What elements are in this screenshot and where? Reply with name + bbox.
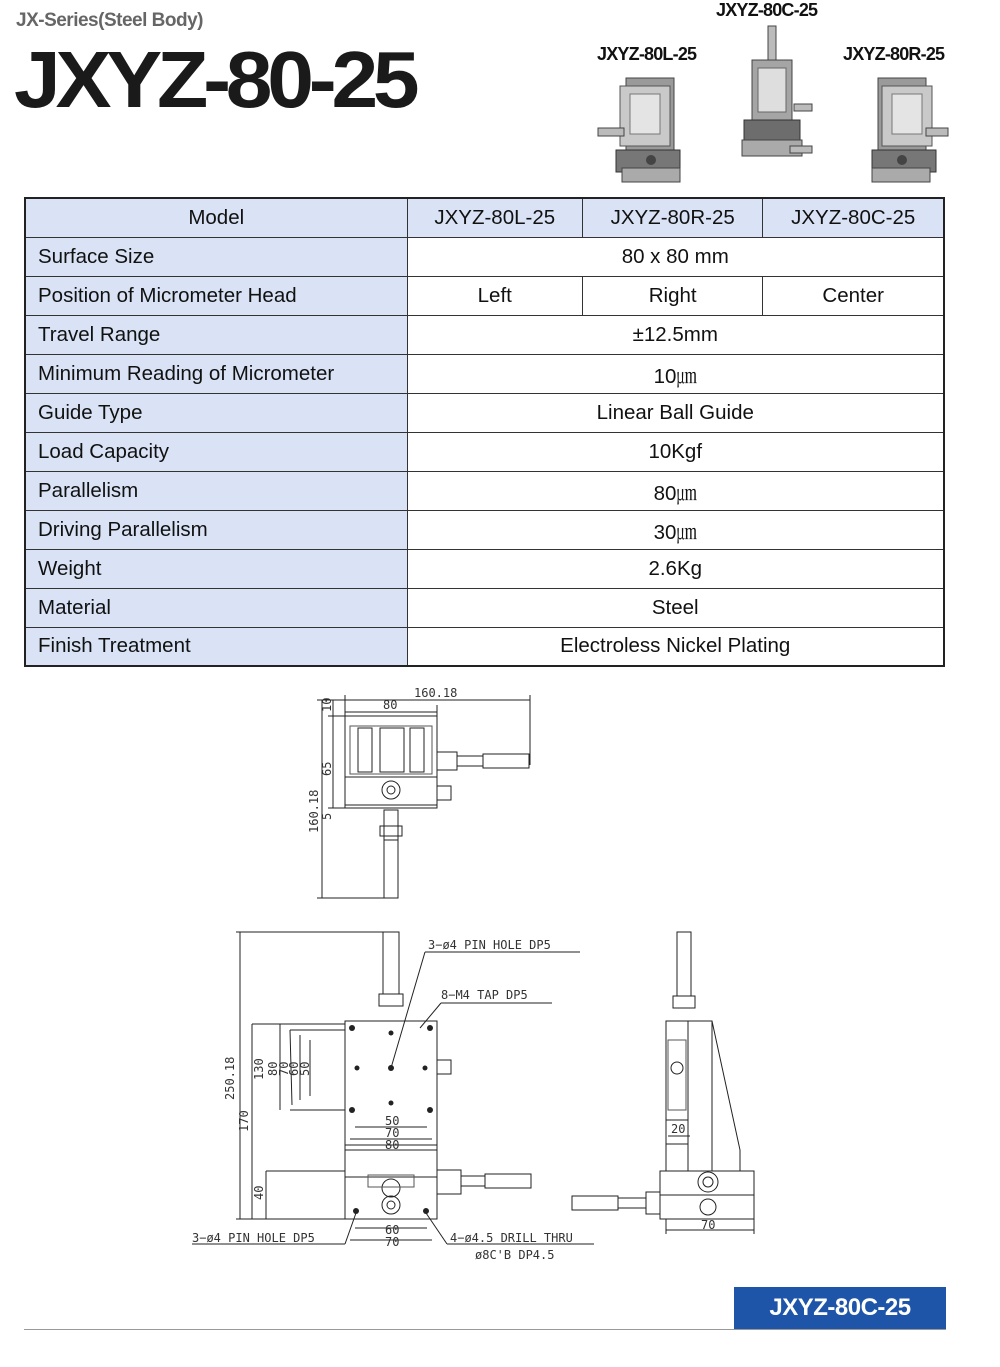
row-label: Finish Treatment [25,627,407,666]
row-value: 30㎛ [407,510,944,549]
header-col-c: JXYZ-80C-25 [763,198,944,237]
table-row [25,471,944,510]
row-value: 80㎛ [407,471,944,510]
dim-top-65: 65 [320,761,334,776]
table-row [25,315,944,354]
stage-image-center [738,24,816,168]
dim-80h: 80 [385,1138,400,1152]
dim-top-5: 5 [320,812,334,820]
callout-bottom-pin-hole: 3−ø4 PIN HOLE DP5 [192,1231,315,1245]
dim-top-10: 10 [320,697,334,712]
side-view-drawing [572,932,754,1234]
row-label: Guide Type [25,393,407,432]
header-col-l: JXYZ-80L-25 [407,198,582,237]
row-label: Load Capacity [25,432,407,471]
table-row [25,354,944,393]
row-value: Steel [407,588,944,627]
dim-side-70: 70 [701,1218,716,1232]
dim-80v: 80 [266,1061,280,1076]
row-value: 2.6Kg [407,549,944,588]
callout-drill: 4−ø4.5 DRILL THRU [450,1231,573,1245]
dim-top-width: 80 [383,698,398,712]
stage-image-left [596,72,696,188]
product-label-center: JXYZ-80C-25 [716,0,818,20]
row-label: Travel Range [25,315,407,354]
table-row [25,276,944,315]
spec-table [24,197,945,667]
table-row [25,237,944,276]
row-value-left: Left [407,276,582,315]
dim-70h: 70 [385,1126,400,1140]
series-label: JX-Series(Steel Body) [16,10,203,31]
header-col-r: JXYZ-80R-25 [582,198,762,237]
dim-40: 40 [252,1185,266,1200]
callout-pin-hole: 3−ø4 PIN HOLE DP5 [428,938,551,952]
dim-top-overall-width: 160.18 [414,686,458,700]
product-label-right: JXYZ-80R-25 [843,44,945,64]
dim-130: 130 [252,1058,266,1080]
row-value: Linear Ball Guide [407,393,944,432]
dim-70b: 70 [385,1235,400,1249]
callout-tap: 8−M4 TAP DP5 [441,988,528,1002]
dim-top-overall-depth: 160.18 [307,789,321,833]
row-value-center: Center [763,276,944,315]
callout-cbore: ø8C'B DP4.5 [475,1248,555,1262]
row-label: Parallelism [25,471,407,510]
row-label: Surface Size [25,237,407,276]
table-row [25,627,944,666]
top-view-drawing [317,695,530,898]
row-label: Material [25,588,407,627]
dim-side-20: 20 [671,1122,686,1136]
header-model-label: Model [25,198,407,237]
row-value: Electroless Nickel Plating [407,627,944,666]
footer-divider [24,1329,946,1330]
row-label: Position of Micrometer Head [25,276,407,315]
table-row [25,393,944,432]
table-row [25,588,944,627]
dim-60v: 60 [287,1061,301,1076]
row-value: ±12.5mm [407,315,944,354]
row-value: 10㎛ [407,354,944,393]
dim-60b: 60 [385,1223,400,1237]
table-row [25,432,944,471]
row-label: Weight [25,549,407,588]
row-value: 80 x 80 mm [407,237,944,276]
row-value-right: Right [582,276,762,315]
technical-drawings [0,680,1000,1280]
stage-image-right [864,72,950,184]
page-title: JXYZ-80-25 [14,35,415,124]
row-value: 10Kgf [407,432,944,471]
table-row [25,510,944,549]
footer-model-badge: JXYZ-80C-25 [734,1287,946,1329]
dim-50v: 50 [298,1061,312,1076]
product-label-left: JXYZ-80L-25 [597,44,697,64]
table-header-row [25,198,944,237]
table-row [25,549,944,588]
dim-170: 170 [237,1110,251,1132]
dim-50h: 50 [385,1114,400,1128]
row-label: Driving Parallelism [25,510,407,549]
row-label: Minimum Reading of Micrometer [25,354,407,393]
dim-height-total: 250.18 [223,1056,237,1100]
dim-70v: 70 [277,1061,291,1076]
